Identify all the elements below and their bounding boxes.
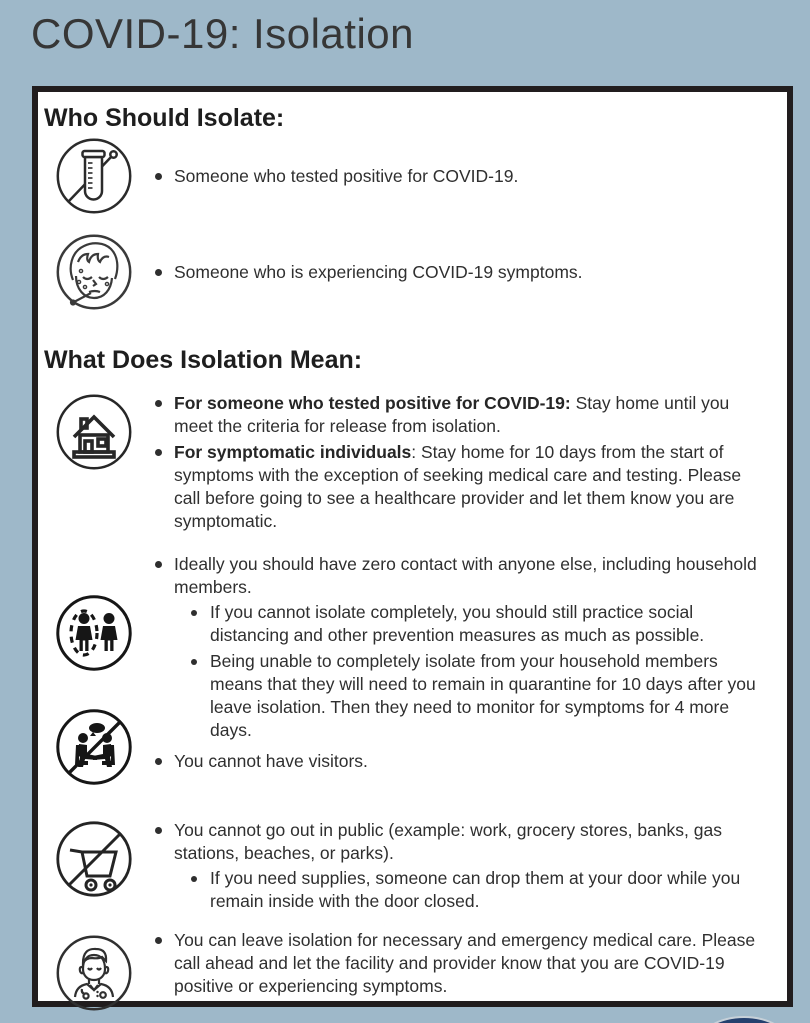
experiencing-symptoms-row xyxy=(38,232,775,312)
experiencing-symptoms-item: Someone who is experiencing COVID-19 symptoms. xyxy=(150,261,583,284)
no-public-item: You cannot go out in public (example: work, grocery stores, banks, gas stations, beaches, or parks). xyxy=(150,819,765,865)
content-box xyxy=(32,86,793,1007)
tested-positive-row xyxy=(38,136,775,216)
household-quarantine-item: Being unable to completely isolate from your household members means that they will need to remain in quarantine for 10 days after you leave isolation. Then they need to monitor for symptoms for 4 more days. xyxy=(186,650,765,742)
supplies-drop-item: If you need supplies, someone can drop them at your door while you remain inside with the door closed. xyxy=(186,867,765,913)
house-icon xyxy=(54,392,134,472)
symptomatic-guidance-item: For symptomatic individuals: Stay home for 10 days from the start of symptoms with the exception of seeking medical care and testing. Please call before going to see a healthcare provider and let them know you are symptomatic. xyxy=(150,441,765,533)
tested-positive-item: Someone who tested positive for COVID-19. xyxy=(150,165,518,188)
medical-care-item: You can leave isolation for necessary and emergency medical care. Please call ahead and let the facility and provider know that you are COVID-19 positive or experiencing symptoms. xyxy=(150,929,765,998)
doctor-icon xyxy=(54,933,134,1013)
no-visitors-item: You cannot have visitors. xyxy=(150,750,765,773)
test-tube-swab-icon xyxy=(54,136,134,216)
medical-care-row xyxy=(38,929,775,1013)
stay-home-row xyxy=(38,392,775,533)
who-should-isolate-heading: Who Should Isolate: xyxy=(44,104,285,132)
social-distancing-icon xyxy=(54,593,134,673)
tested-positive-guidance-item: For someone who tested positive for COVID-19: Stay home until you meet the criteria for release from isolation. xyxy=(150,392,765,438)
social-distancing-item: If you cannot isolate completely, you should still practice social distancing and other prevention measures as much as possible. xyxy=(186,601,765,647)
seal-logo xyxy=(698,1016,790,1023)
no-public-row xyxy=(38,819,775,913)
zero-contact-row xyxy=(38,553,775,787)
no-shopping-cart-icon xyxy=(54,819,134,899)
page-title: COVID-19: Isolation xyxy=(31,10,414,57)
no-visitors-icon xyxy=(54,707,134,787)
zero-contact-item: Ideally you should have zero contact with anyone else, including household members. xyxy=(150,553,765,599)
what-does-isolation-mean-heading: What Does Isolation Mean: xyxy=(44,346,363,374)
sick-person-icon xyxy=(54,232,134,312)
